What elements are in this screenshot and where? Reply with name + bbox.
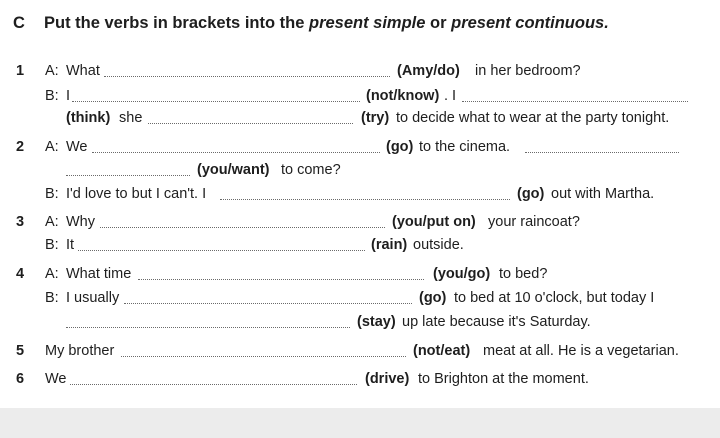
answer-blank[interactable] <box>66 327 350 328</box>
answer-blank[interactable] <box>92 152 380 153</box>
prompt-text: We <box>66 139 88 155</box>
item-4-line-a <box>0 264 720 284</box>
verb-prompt: (you/go) <box>433 266 491 282</box>
prompt-text: Why <box>66 214 95 230</box>
verb-prompt: (not/know) <box>366 88 440 104</box>
verb-prompt: (rain) <box>371 237 408 253</box>
item-number: 4 <box>16 266 25 282</box>
prompt-text: to the cinema. <box>419 139 511 155</box>
prompt-text: I usually <box>66 290 120 306</box>
item-number: 2 <box>16 139 25 155</box>
answer-blank[interactable] <box>104 76 390 77</box>
item-2-line-b <box>0 160 720 180</box>
prompt-text: outside. <box>413 237 464 253</box>
speaker-label: A: <box>45 139 59 155</box>
speaker-label: A: <box>45 214 59 230</box>
prompt-text: I'd love to but I can't. I <box>66 186 207 202</box>
verb-prompt: (try) <box>361 110 390 126</box>
answer-blank[interactable] <box>462 101 688 102</box>
prompt-text: she <box>119 110 143 126</box>
verb-prompt: (you/put on) <box>392 214 476 230</box>
verb-prompt: (you/want) <box>197 162 270 178</box>
prompt-text: to come? <box>281 162 341 178</box>
title-emphasis-2: present continuous. <box>451 14 609 32</box>
answer-blank[interactable] <box>124 303 412 304</box>
verb-prompt: (stay) <box>357 314 396 330</box>
item-4-line-b <box>0 288 720 308</box>
speaker-label: A: <box>45 63 59 79</box>
item-5-line <box>0 341 720 361</box>
answer-blank[interactable] <box>70 384 357 385</box>
prompt-text: your raincoat? <box>488 214 580 230</box>
answer-blank[interactable] <box>220 199 510 200</box>
prompt-text: to decide what to wear at the party tonight. <box>396 110 670 126</box>
prompt-text: to Brighton at the moment. <box>418 371 589 387</box>
prompt-text: out with Martha. <box>551 186 655 202</box>
answer-blank[interactable] <box>121 356 406 357</box>
prompt-text: up late because it's Saturday. <box>402 314 591 330</box>
item-4-line-c <box>0 312 720 332</box>
prompt-text: . I <box>444 88 457 104</box>
item-3-line-b <box>0 235 720 255</box>
item-3-line-a <box>0 212 720 232</box>
prompt-text: to bed at 10 o'clock, but today I <box>454 290 655 306</box>
prompt-text: in her bedroom? <box>475 63 581 79</box>
speaker-label: B: <box>45 237 59 253</box>
verb-prompt: (drive) <box>365 371 410 387</box>
item-number: 5 <box>16 343 25 359</box>
prompt-text: My brother <box>45 343 115 359</box>
answer-blank[interactable] <box>138 279 424 280</box>
prompt-text: to bed? <box>499 266 548 282</box>
title-part: or <box>425 14 452 32</box>
speaker-label: B: <box>45 88 59 104</box>
item-1-line-a <box>0 61 720 81</box>
prompt-text: What <box>66 63 100 79</box>
answer-blank[interactable] <box>66 175 190 176</box>
item-1-line-b <box>0 86 720 106</box>
exercise-title <box>44 14 609 33</box>
item-1-line-c <box>0 108 720 128</box>
section-letter: C <box>13 14 25 32</box>
title-part: Put the verbs in brackets into the <box>44 14 309 32</box>
answer-blank[interactable] <box>525 152 679 153</box>
title-emphasis-1: present simple <box>308 14 426 32</box>
verb-prompt: (go) <box>386 139 414 155</box>
speaker-label: B: <box>45 290 59 306</box>
verb-prompt: (Amy/do) <box>397 63 460 79</box>
verb-prompt: (not/eat) <box>413 343 471 359</box>
answer-blank[interactable] <box>100 227 385 228</box>
item-6-line <box>0 369 720 389</box>
verb-prompt: (go) <box>419 290 447 306</box>
item-2-line-a <box>0 137 720 157</box>
prompt-text: What time <box>66 266 132 282</box>
verb-prompt: (go) <box>517 186 545 202</box>
prompt-text: We <box>45 371 67 387</box>
prompt-text: meat at all. He is a vegetarian. <box>483 343 679 359</box>
prompt-text: It <box>66 237 75 253</box>
answer-blank[interactable] <box>78 250 365 251</box>
answer-blank[interactable] <box>148 123 353 124</box>
speaker-label: A: <box>45 266 59 282</box>
answer-blank[interactable] <box>72 101 360 102</box>
speaker-label: B: <box>45 186 59 202</box>
item-2-line-c <box>0 184 720 204</box>
item-number: 1 <box>16 63 25 79</box>
page-footer-band <box>0 408 720 438</box>
verb-prompt: (think) <box>66 110 111 126</box>
prompt-text: I <box>66 88 71 104</box>
item-number: 6 <box>16 371 25 387</box>
item-number: 3 <box>16 214 25 230</box>
